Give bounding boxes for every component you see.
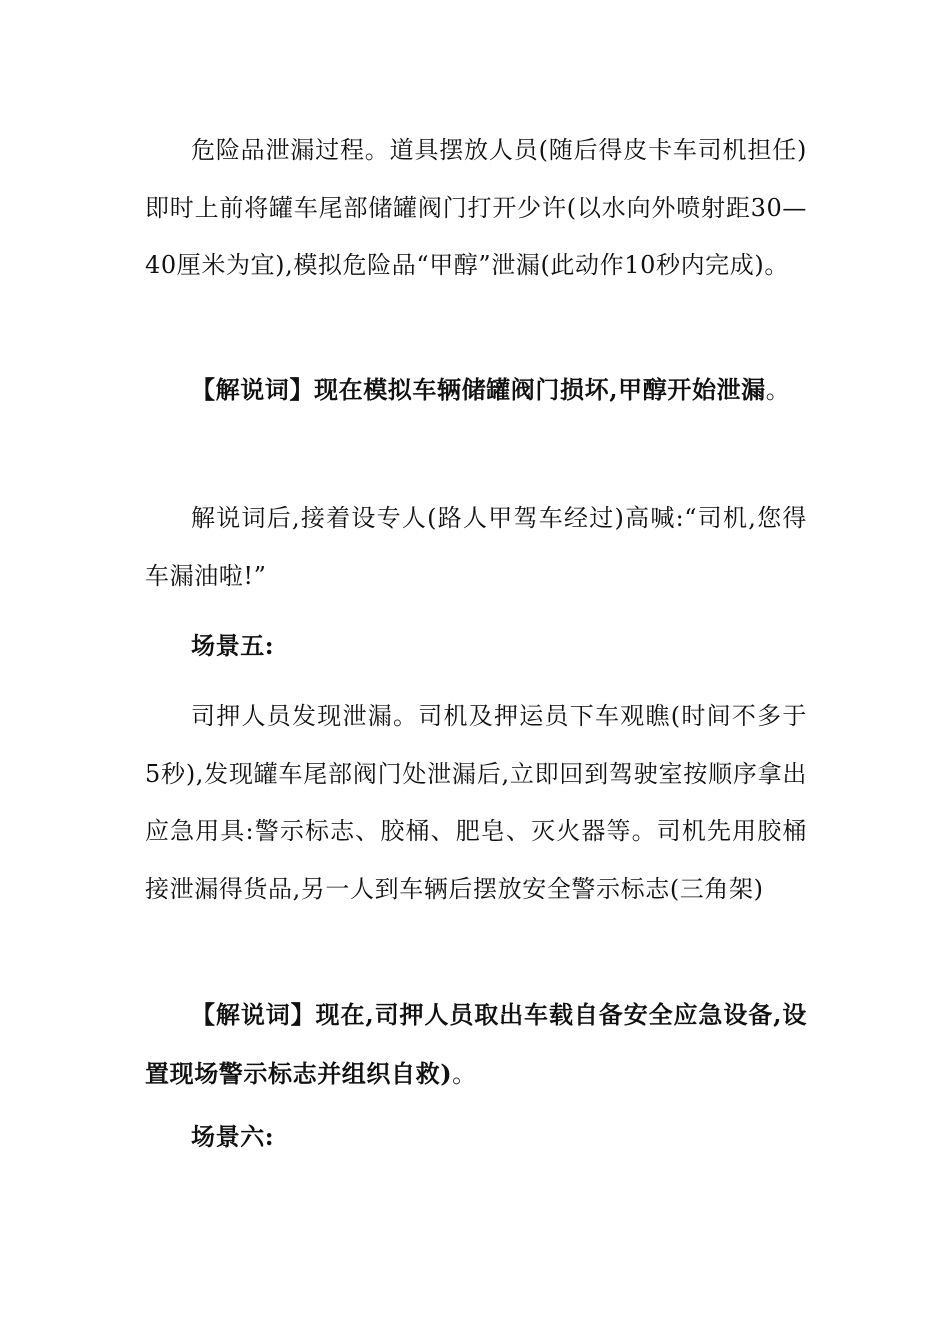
paragraph-narration-emergency <box>145 986 807 1103</box>
narration-leak-period: 。 <box>765 376 791 404</box>
narration-emergency-period: 。 <box>452 1059 477 1088</box>
paragraph-narration-leak <box>145 361 807 420</box>
narration-emergency-text: 【解说词】现在,司押人员取出车载自备安全应急设备,设置现场警示标志并组织自救) <box>145 1000 807 1088</box>
heading-scene-five: 场景五: <box>191 631 275 660</box>
narration-leak-text: 【解说词】现在模拟车辆储罐阀门损坏,甲醇开始泄漏 <box>191 375 766 404</box>
paragraph-leak-discovered: 司押人员发现泄漏。司机及押运员下车观瞧(时间不多于5秒),发现罐车尾部阀门处泄漏后,立即回到驾驶室按顺序拿出应急用具:警示标志、胶桶、肥皂、灭火器等。司机先用胶桶接泄漏得货品,另一人到车辆后摆放安全警示标志(三角架) <box>145 702 807 903</box>
paragraph-leak-process: 危险品泄漏过程。道具摆放人员(随后得皮卡车司机担任)即时上前将罐车尾部储罐阀门打开少许(以水向外喷射距30—40厘米为宜),模拟危险品“甲醇”泄漏(此动作10秒内完成)。 <box>145 136 807 279</box>
paragraph-passerby-shout: 解说词后,接着设专人(路人甲驾车经过)高喊:“司机,您得车漏油啦!” <box>145 504 807 590</box>
heading-scene-six: 场景六: <box>191 1122 275 1151</box>
